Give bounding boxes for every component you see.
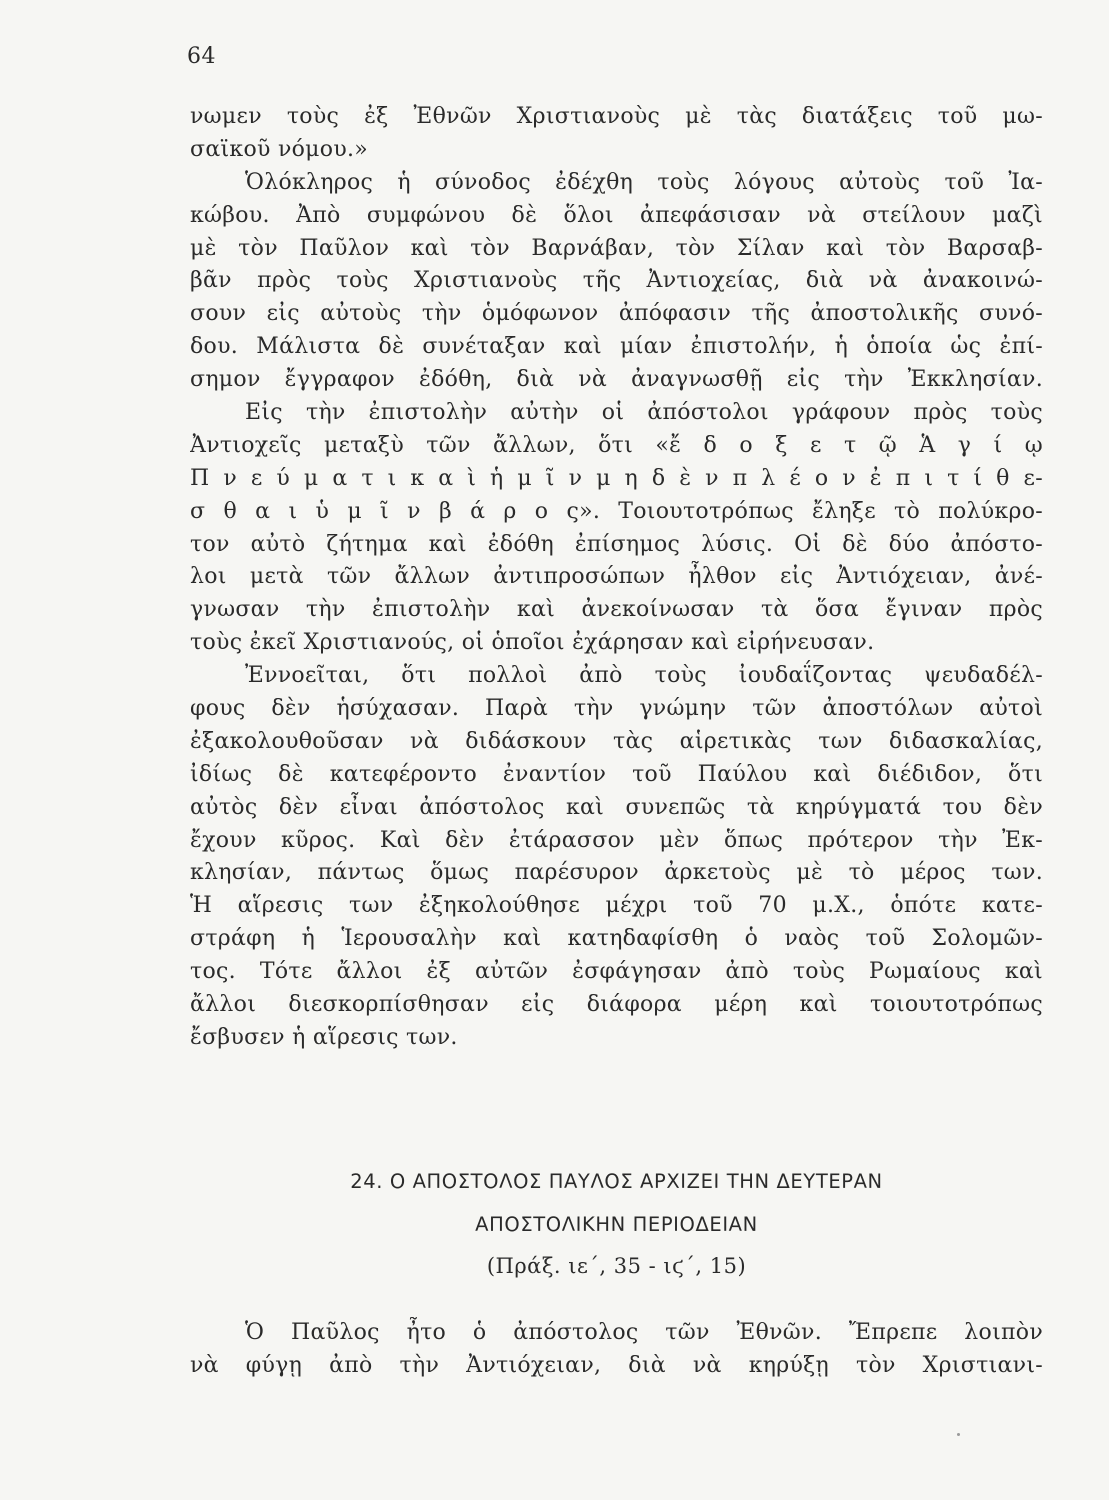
closing-text [190,1317,1043,1383]
text-line: αὐτὸς δὲν εἶναι ἀπόστολος καὶ συνεπῶς τὰ κηρύγματά του δὲν [190,794,1043,820]
body-text [190,101,1043,1055]
text-line: φους δὲν ἡσύχασαν. Παρὰ τὴν γνώμην τῶν ἀποστόλων αὐτοὶ [190,696,1043,722]
text-line: τος. Τότε ἄλλοι ἐξ αὐτῶν ἐσφάγησαν ἀπὸ τοὺς Ρωμαίους καὶ [190,959,1043,985]
text-line: νωμεν τοὺς ἐξ Ἐθνῶν Χριστιανοὺς μὲ τὰς διατάξεις τοῦ μω- [190,104,1043,129]
text-line: Ἐννοεῖται, ὅτι πολλοὶ ἀπὸ τοὺς ἰουδαΐζοντας ψευδαδέλ- [245,663,1043,689]
text-line: σουν εἰς αὐτοὺς τὴν ὁμόφωνον ἀπόφασιν τῆς ἀποστολικῆς συνό- [190,301,1043,327]
scan-speck [957,1433,960,1436]
text-line: ἄλλοι διεσκορπίσθησαν εἰς διάφορα μέρη καὶ τοιουτοτρόπως [190,992,1043,1018]
text-line: Εἰς τὴν ἐπιστολὴν αὐτὴν οἱ ἀπόστολοι γράφουν πρὸς τοὺς [245,400,1043,426]
text-line: Ἀντιοχεῖς μεταξὺ τῶν ἄλλων, ὅτι «ἔ δ ο ξ ε τ ῷ Ἁ γ ί ῳ [190,432,1043,458]
text-line: ἰδίως δὲ κατεφέροντο ἐναντίον τοῦ Παύλου καὶ διέδιδον, ὅτι [190,761,1043,787]
text-line: βᾶν πρὸς τοὺς Χριστιανοὺς τῆς Ἀντιοχείας, διὰ νὰ ἀνακοινώ- [190,268,1043,294]
text-line: στράφη ἡ Ἱερουσαλὴν καὶ κατηδαφίσθη ὁ ναὸς τοῦ Σολομῶν- [190,926,1043,952]
text-line: νὰ φύγῃ ἀπὸ τὴν Ἀντιόχειαν, διὰ νὰ κηρύξῃ τὸν Χριστιανι- [190,1352,1043,1378]
text-line: λοι μετὰ τῶν ἄλλων ἀντιπροσώπων ἦλθον εἰς Ἀντιόχειαν, ἀνέ- [190,564,1043,590]
text-line: τοὺς ἐκεῖ Χριστιανούς, οἱ ὁποῖοι ἐχάρησαν καὶ εἰρήνευσαν. [190,630,875,656]
text-line: κλησίαν, πάντως ὅμως παρέσυρον ἀρκετοὺς μὲ τὸ μέρος των. [190,860,1043,886]
text-line: κώβου. Ἀπὸ συμφώνου δὲ ὅλοι ἀπεφάσισαν νὰ στείλουν μαζὶ [190,202,1043,228]
text-line: σαϊκοῦ νόμου.» [190,136,369,162]
text-line: τον αὐτὸ ζήτημα καὶ ἐδόθη ἐπίσημος λύσις. Οἱ δὲ δύο ἀπόστο- [190,531,1043,557]
section-heading: 24. Ο ΑΠΟΣΤΟΛΟΣ ΠΑΥΛΟΣ ΑΡΧΙΖΕΙ ΤΗΝ ΔΕΥΤΕΡΑΝ [350,1170,883,1193]
text-line: δου. Μάλιστα δὲ συνέταξαν καὶ μίαν ἐπιστολήν, ἡ ὁποία ὡς ἐπί- [190,334,1043,360]
text-line: Ἡ αἵρεσις των ἐξηκολούθησε μέχρι τοῦ 70 μ.Χ., ὁπότε κατε- [190,893,1043,919]
text-line: ἔχουν κῦρος. Καὶ δὲν ἐτάρασσον μὲν ὅπως πρότερον τὴν Ἐκ- [190,827,1043,853]
text-line: Ὁλόκληρος ἡ σύνοδος ἐδέχθη τοὺς λόγους αὐτοὺς τοῦ Ἰα- [245,169,1043,195]
section-heading-continued: ΑΠΟΣΤΟΛΙΚΗΝ ΠΕΡΙΟΔΕΙΑΝ [475,1213,758,1236]
text-line: ἐξακολουθοῦσαν νὰ διδάσκουν τὰς αἱρετικὰς των διδασκαλίας, [190,728,1043,754]
scripture-reference: (Πράξ. ιε΄, 35 - ιϛ΄, 15) [486,1254,747,1278]
text-line: γνωσαν τὴν ἐπιστολὴν καὶ ἀνεκοίνωσαν τὰ ὅσα ἔγιναν πρὸς [190,597,1043,623]
text-line: μὲ τὸν Παῦλον καὶ τὸν Βαρνάβαν, τὸν Σίλαν καὶ τὸν Βαρσαβ- [190,235,1043,261]
text-line: Ὁ Παῦλος ἦτο ὁ ἀπόστολος τῶν Ἐθνῶν. Ἔπρεπε λοιπὸν [245,1320,1043,1345]
text-line: ἔσβυσεν ἡ αἵρεσις των. [190,1024,458,1050]
page-number: 64 [187,44,216,69]
text-line: Π ν ε ύ μ α τ ι κ α ὶ ἡ μ ῖ ν μ η δ ὲ ν π λ έ ο ν ἐ π ι τ ί θ ε- [190,465,1043,491]
text-line: σημον ἔγγραφον ἐδόθη, διὰ νὰ ἀναγνωσθῇ εἰς τὴν Ἐκκλησίαν. [190,367,1043,393]
text-line: σ θ α ι ὑ μ ῖ ν β ά ρ ο ς». Τοιουτοτρόπως ἔληξε τὸ πολύκρο- [190,498,1043,524]
